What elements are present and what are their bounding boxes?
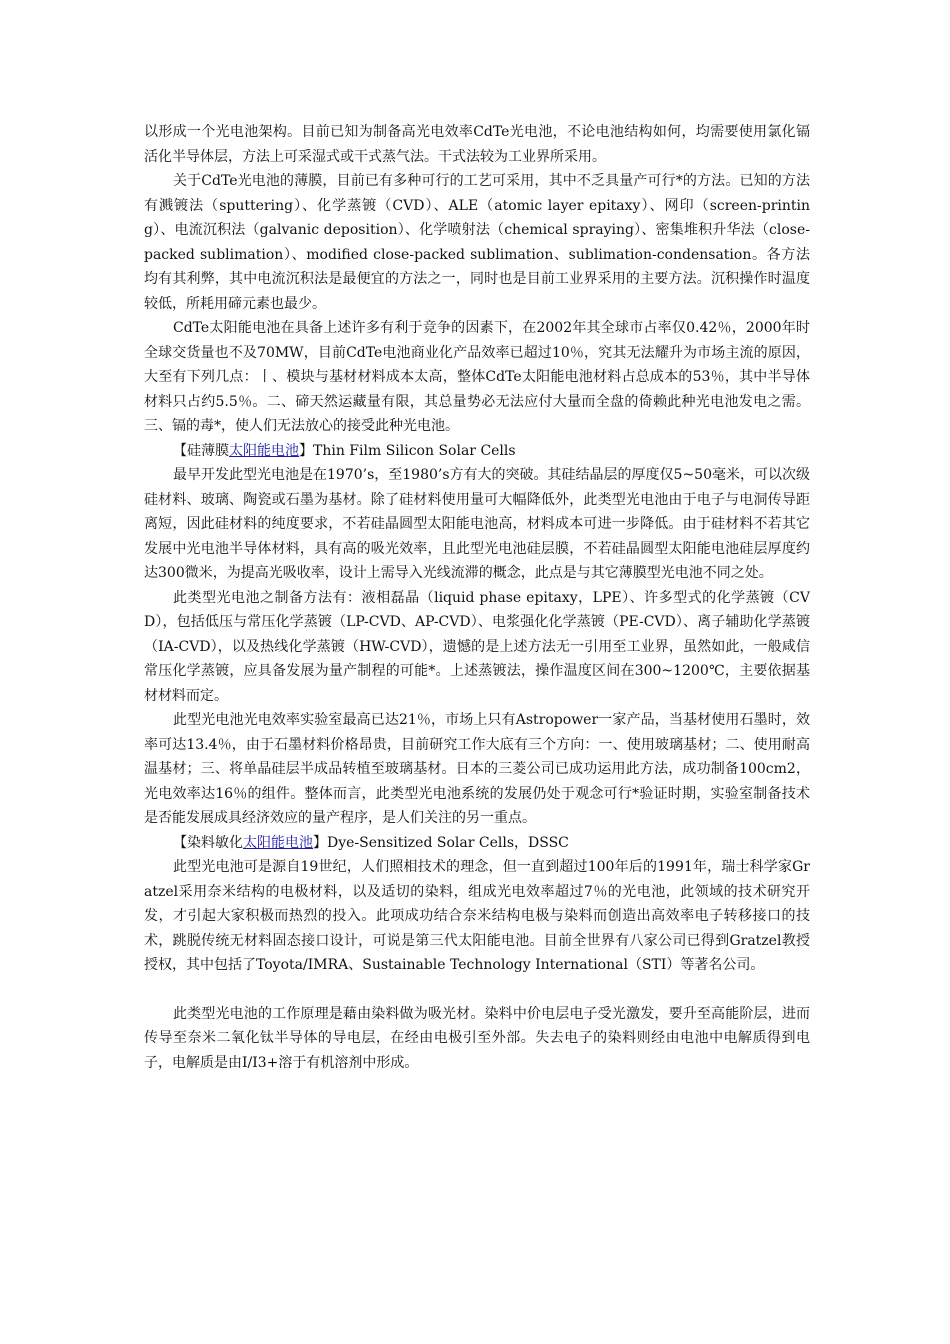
solar-cell-link[interactable]: 太阳能电池 [229,442,299,459]
paragraph-dssc-history: 此型光电池可是源自19世纪，人们照相技术的理念，但一直到超过100年后的1991年，瑞士科学家Gratzel采用奈米结构的电极材料，以及适切的染料，组成光电效率超过7％的光电池，此领域的技术研究开发，才引起大家积极而热烈的投入。此项成功结合奈米结构电极与染料而创造出高效率电子转移接口的技术，跳脱传统无材料固态接口设计，可说是第三代太阳能电池。目前全世界有八家公司已得到Gratzel教授授权，其中包括了Toyota/IMRA、Sustainable Technology International（STI）等著名公司。 [144,859,810,973]
paragraph-cdte-activation: 以形成一个光电池架构。目前已知为制备高光电效率CdTe光电池，不论电池结构如何，均需要使用氯化镉活化半导体层，方法上可采湿式或干式蒸气法。干式法较为工业界所采用。 [144,124,810,165]
paragraph-silicon-history: 最早开发此型光电池是在1970’s，至1980’s方有大的突破。其硅结晶层的厚度仅5~50毫米，可以次级硅材料、玻璃、陶瓷或石墨为基材。除了硅材料使用量可大幅降低外，此类型光电池由于电子与电洞传导距离短，因此硅材料的纯度要求，不若硅晶圆型太阳能电池高，材料成本可进一步降低。由于硅材料不若其它发展中光电池半导体材料，具有高的吸光效率，且此型光电池硅层膜，不若硅晶圆型太阳能电池硅层厚度约达300微米，为提高光吸收率，设计上需导入光线流滞的概念，此点是与其它薄膜型光电池不同之处。 [144,467,810,581]
heading-english-title: 】Dye-Sensitized Solar Cells，DSSC [313,834,569,851]
document-page [144,120,810,1220]
heading-dye-sensitized [144,831,810,856]
paragraph-silicon-efficiency: 此型光电池光电效率实验室最高已达21％，市场上只有Astropower一家产品，当基材使用石墨时，效率可达13.4％，由于石墨材料价格昂贵，目前研究工作大底有三个方向：一、使用玻璃基材；二、使用耐高温基材；三、将单晶硅层半成品转植至玻璃基材。日本的三菱公司已成功运用此方法，成功制备100cm2，光电效率达16％的组件。整体而言，此类型光电池系统的发展仍处于观念可行*验证时期，实验室制备技术是否能发展成具经济效应的量产程序，是人们关注的另一重点。 [144,712,810,826]
heading-bracket-open: 【硅薄膜 [173,442,229,459]
paragraph-silicon-methods: 此类型光电池之制备方法有：液相磊晶（liquid phase epitaxy，LPE）、许多型式的化学蒸镀（CVD），包括低压与常压化学蒸镀（LP-CVD、AP-CVD）、电浆强化化学蒸镀（PE-CVD）、离子辅助化学蒸镀（IA-CVD），以及热线化学蒸镀（HW-CVD），遗憾的是上述方法无一引用至工业界，虽然如此，一般咸信常压化学蒸镀，应具备发展为量产制程的可能*。上述蒸镀法，操作温度区间在300~1200℃，主要依据基材材料而定。 [144,589,810,704]
heading-thin-film-silicon [144,439,810,464]
paragraph-dssc-principle: 此类型光电池的工作原理是藉由染料做为吸光材。染料中价电层电子受光激发，要升至高能阶层，进而传导至奈米二氧化钛半导体的导电层，在经由电极引至外部。失去电子的染料则经由电池中电解质得到电子，电解质是由I/I3+溶于有机溶剂中形成。 [144,1005,810,1071]
paragraph-cdte-market: CdTe太阳能电池在具备上述许多有利于竞争的因素下，在2002年其全球市占率仅0.42％，2000年时全球交货量也不及70MW，目前CdTe电池商业化产品效率已超过10％，究其无法耀升为市场主流的原因，大至有下列几点：丨、模块与基材材料成本太高，整体CdTe太阳能电池材料占总成本的53％，其中半导体材料只占约5.5％。二、碲天然运藏量有限，其总量势必无法应付大量而全盘的倚赖此种光电池发电之需。三、镉的毒*，使人们无法放心的接受此种光电池。 [144,320,810,434]
heading-bracket-open: 【染料敏化 [173,834,243,851]
paragraph-cdte-film-methods: 关于CdTe光电池的薄膜，目前已有多种可行的工艺可采用，其中不乏具量产可行*的方法。已知的方法有溅镀法（sputtering）、化学蒸镀（CVD）、ALE（atomic layer epitaxy）、网印（screen-printing）、电流沉积法（galvanic deposition）、化学喷射法（chemical spraying）、密集堆积升华法（close-packed sublimation）、modified close-packed sublimation、sublimation-condensation。各方法均有其利弊，其中电流沉积法是最便宜的方法之一，同时也是目前工业界采用的主要方法。沉积操作时温度较低，所耗用碲元素也最少。 [144,173,810,312]
heading-english-title: 】Thin Film Silicon Solar Cells [299,442,516,459]
solar-cell-link[interactable]: 太阳能电池 [243,834,313,851]
